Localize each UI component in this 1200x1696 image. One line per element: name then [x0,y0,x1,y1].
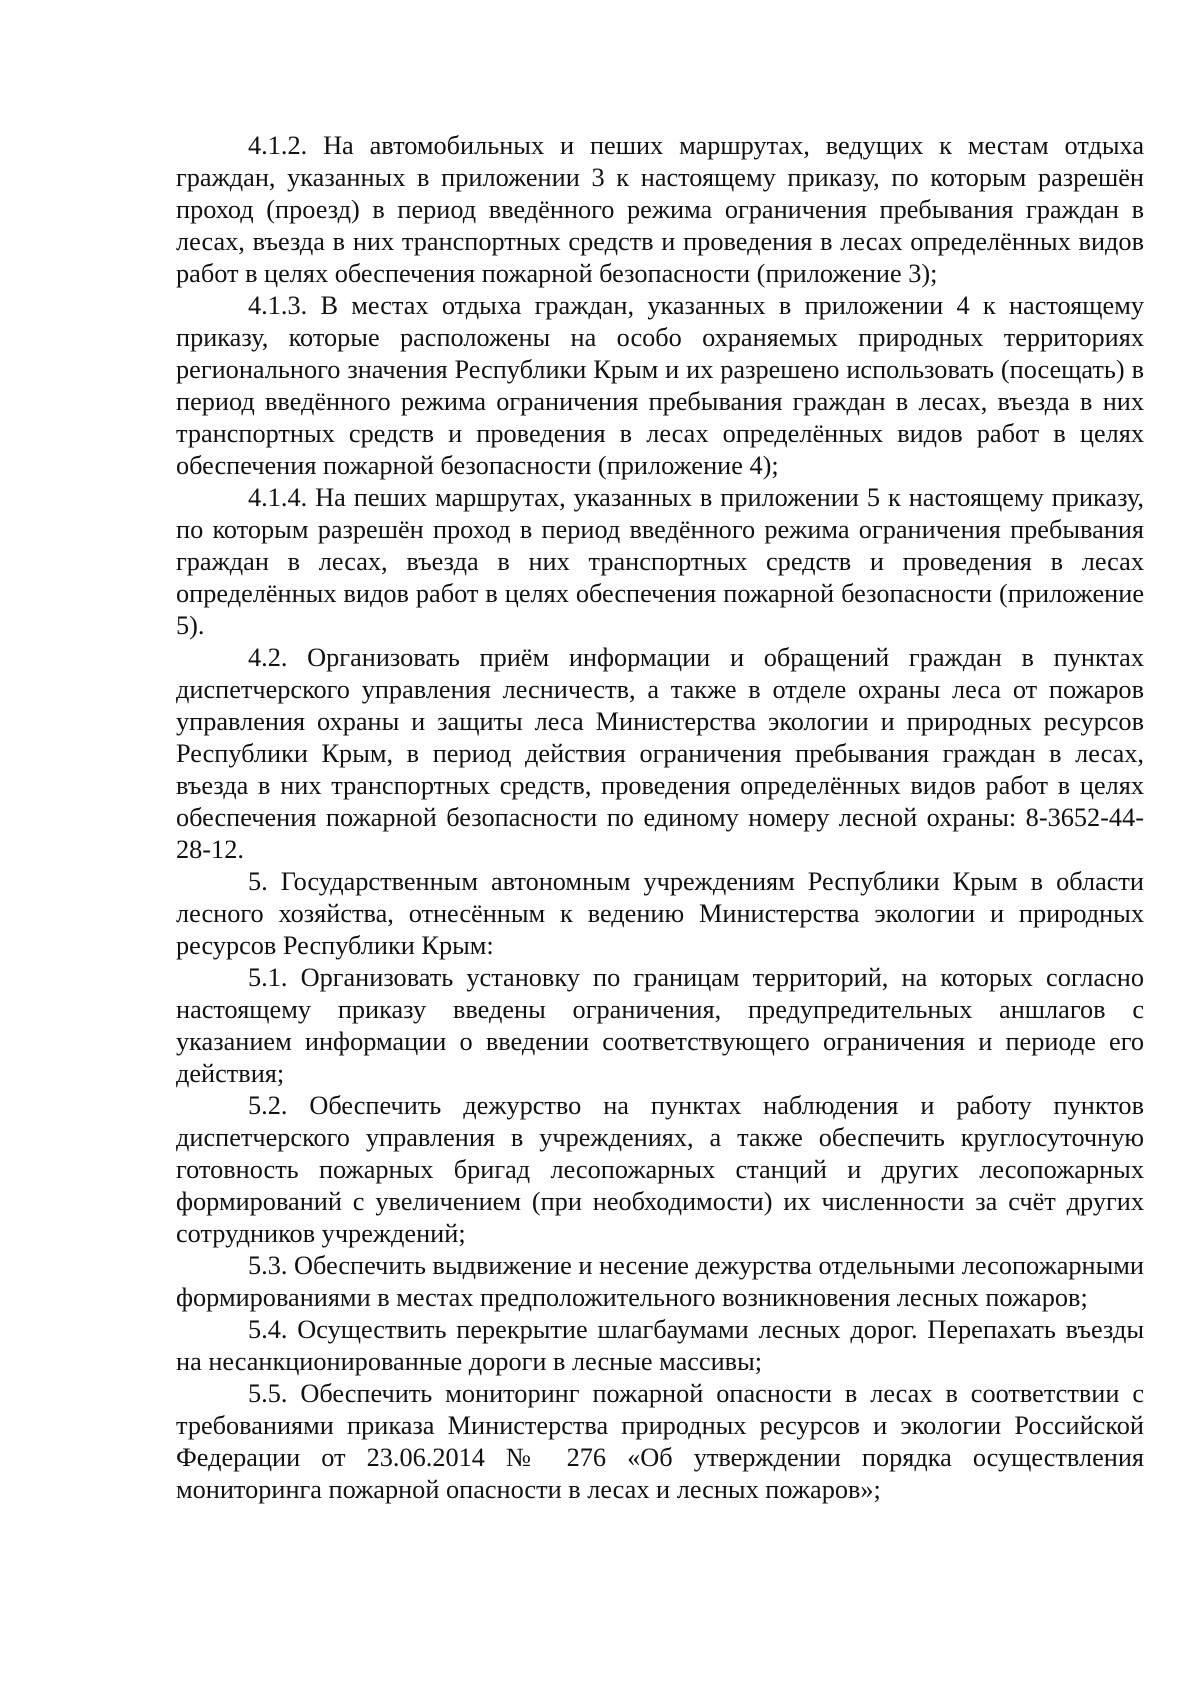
paragraph-4-1-4: 4.1.4. На пеших маршрутах, указанных в приложении 5 к настоящему приказу, по которым разрешён проход в период введённого режима ограничения пребывания граждан в лесах, въезда в них транспортных средств и проведения в лесах определённых видов работ в целях обеспечения пожарной безопасности (приложение 5). [176,483,1144,640]
paragraph-5: 5. Государственным автономным учреждениям Республики Крым в области лесного хозяйства, отнесённым к ведению Министерства экологии и природных ресурсов Республики Крым: [176,867,1144,960]
paragraph-4-2: 4.2. Организовать приём информации и обращений граждан в пунктах диспетчерского управления лесничеств, а также в отделе охраны леса от пожаров управления охраны и защиты леса Министерства экологии и природных ресурсов Республики Крым, в период действия ограничения пребывания граждан в лесах, въезда в них транспортных средств, проведения определённых видов работ в целях обеспечения пожарной безопасности по единому номеру лесной охраны: 8-3652-44-28-12. [176,643,1144,864]
paragraph-5-3: 5.3. Обеспечить выдвижение и несение дежурства отдельными лесопожарными формированиями в местах предположительного возникновения лесных пожаров; [176,1251,1144,1312]
paragraph-5-1: 5.1. Организовать установку по границам территорий, на которых согласно настоящему приказу введены ограничения, предупредительных аншлагов с указанием информации о введении соответствующего ограничения и периоде его действия; [176,963,1144,1088]
paragraph-5-4: 5.4. Осуществить перекрытие шлагбаумами лесных дорог. Перепахать въезды на несанкционированные дороги в лесные массивы; [176,1315,1144,1376]
document-body [176,130,1144,1506]
paragraph-4-1-3: 4.1.3. В местах отдыха граждан, указанных в приложении 4 к настоящему приказу, которые расположены на особо охраняемых природных территориях регионального значения Республики Крым и их разрешено использовать (посещать) в период введённого режима ограничения пребывания граждан в лесах, въезда в них транспортных средств и проведения в лесах определённых видов работ в целях обеспечения пожарной безопасности (приложение 4); [176,291,1144,480]
paragraph-5-2: 5.2. Обеспечить дежурство на пунктах наблюдения и работу пунктов диспетчерского управления в учреждениях, а также обеспечить круглосуточную готовность пожарных бригад лесопожарных станций и других лесопожарных формирований с увеличением (при необходимости) их численности за счёт других сотрудников учреждений; [176,1091,1144,1248]
paragraph-4-1-2: 4.1.2. На автомобильных и пеших маршрутах, ведущих к местам отдыха граждан, указанных в приложении 3 к настоящему приказу, по которым разрешён проход (проезд) в период введённого режима ограничения пребывания граждан в лесах, въезда в них транспортных средств и проведения в лесах определённых видов работ в целях обеспечения пожарной безопасности (приложение 3); [176,131,1144,288]
paragraph-5-5: 5.5. Обеспечить мониторинг пожарной опасности в лесах в соответствии с требованиями приказа Министерства природных ресурсов и экологии Российской Федерации от 23.06.2014 № 276 «Об утверждении порядка осуществления мониторинга пожарной опасности в лесах и лесных пожаров»; [176,1379,1144,1504]
